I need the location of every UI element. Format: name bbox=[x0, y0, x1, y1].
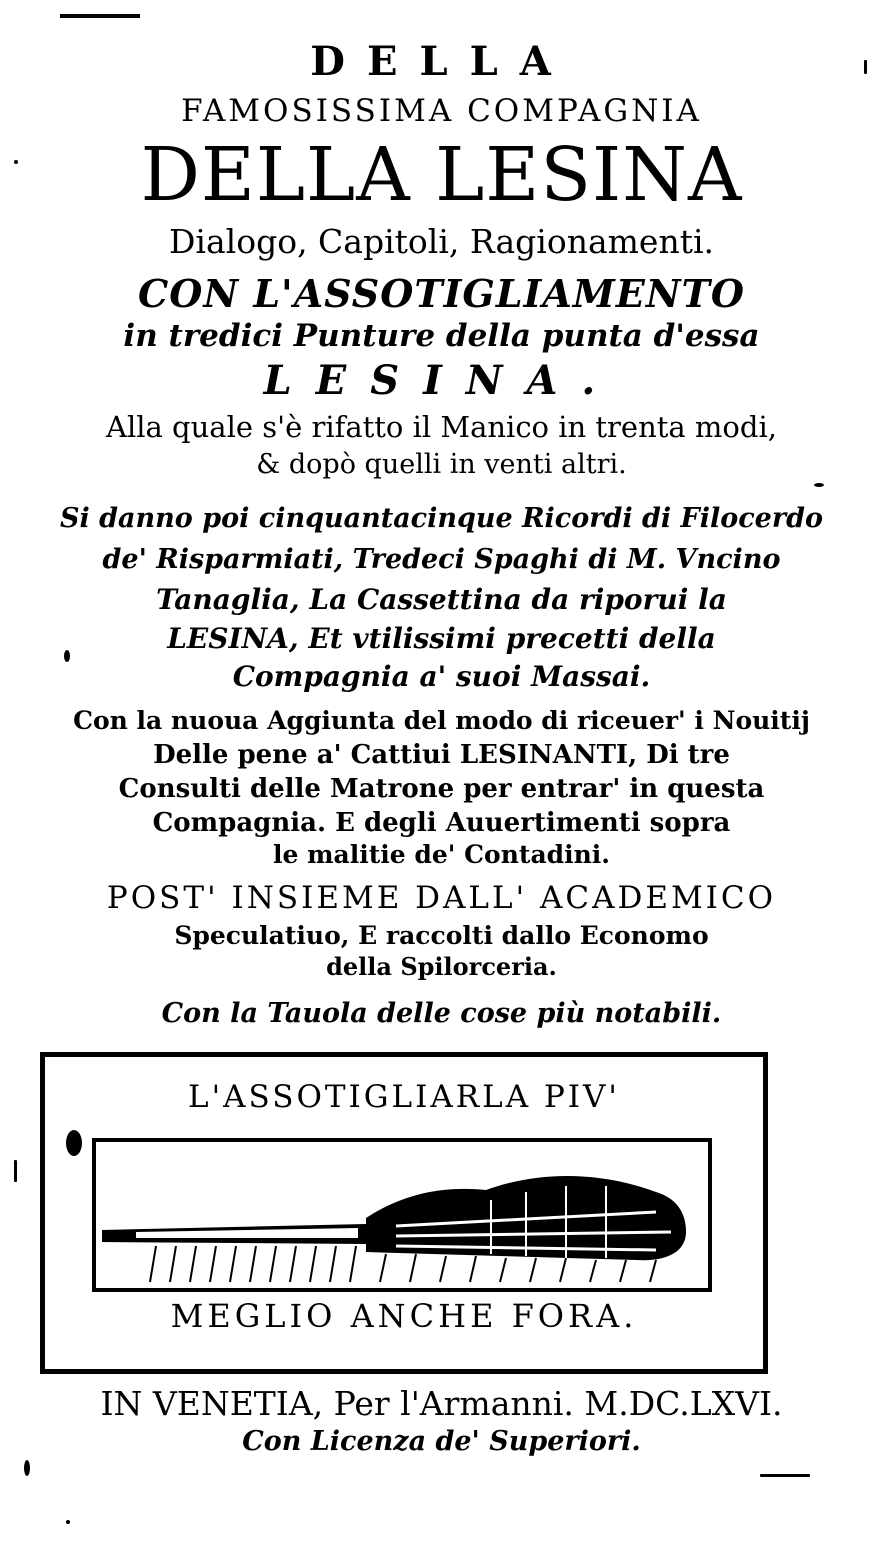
ink-speck bbox=[864, 60, 867, 74]
emblem-motto-top: L'ASSOTIGLIARLA PIV' bbox=[188, 1079, 620, 1115]
text-si-danno: Si danno poi cinquantacinque Ricordi di Filocerdo bbox=[60, 503, 823, 534]
ink-speck bbox=[14, 160, 18, 164]
ink-speck bbox=[760, 1474, 810, 1477]
ink-speck bbox=[14, 1160, 17, 1182]
text-compagnia-auuertimenti: Compagnia. E degli Auuertimenti sopra bbox=[152, 808, 731, 838]
ink-speck bbox=[814, 483, 824, 487]
subtitle-dialogo: Dialogo, Capitoli, Ragionamenti. bbox=[168, 222, 715, 261]
top-ornament-fragment bbox=[60, 0, 140, 18]
title-line-famosissima: FAMOSISSIMA COMPAGNIA bbox=[181, 93, 702, 129]
text-risparmiati: de' Risparmiati, Tredeci Spaghi di M. Vncino bbox=[102, 544, 781, 575]
text-delle-pene: Delle pene a' Cattiui LESINANTI, Di tre bbox=[153, 740, 730, 770]
ink-speck bbox=[24, 1460, 30, 1476]
license-line: Con Licenza de' Superiori. bbox=[242, 1426, 641, 1457]
title-line-assotigliamento: CON L'ASSOTIGLIAMENTO bbox=[138, 271, 745, 316]
text-nuoua-aggiunta: Con la nuoua Aggiunta del modo di riceuer' i Nouitij bbox=[73, 706, 810, 735]
title-line-della: DELLA bbox=[310, 38, 573, 85]
text-consulti: Consulti delle Matrone per entrar' in questa bbox=[118, 774, 765, 804]
emblem-motto-bottom: MEGLIO ANCHE FORA. bbox=[170, 1297, 638, 1335]
text-spilorceria: della Spilorceria. bbox=[326, 952, 557, 981]
imprint-line: IN VENETIA, Per l'Armanni. M.DC.LXVI. bbox=[100, 1384, 783, 1423]
text-malitie: le malitie de' Contadini. bbox=[273, 840, 610, 869]
text-tanaglia: Tanaglia, La Cassettina da riporui la bbox=[156, 583, 727, 616]
text-post-insieme: POST' INSIEME DALL' ACADEMICO bbox=[106, 880, 777, 916]
awl-icon bbox=[102, 1176, 686, 1282]
awl-woodcut-picture bbox=[96, 1142, 708, 1288]
text-dopo-quelli: & dopò quelli in venti altri. bbox=[256, 449, 627, 480]
text-tauola: Con la Tauola delle cose più notabili. bbox=[161, 998, 722, 1029]
text-lesina-precetti: LESINA, Et vtilissimi precetti della bbox=[167, 622, 716, 655]
ink-speck bbox=[64, 650, 70, 662]
text-speculatiuo: Speculatiuo, E raccolti dallo Economo bbox=[174, 921, 709, 950]
title-line-della-lesina: DELLA LESINA bbox=[140, 132, 743, 218]
ink-speck bbox=[66, 1520, 70, 1524]
title-line-tredici-punture: in tredici Punture della punta d'essa bbox=[123, 318, 760, 354]
text-compagnia-massai: Compagnia a' suoi Massai. bbox=[232, 660, 651, 693]
title-line-lesina: LESINA. bbox=[263, 357, 620, 404]
text-alla-quale: Alla quale s'è rifatto il Manico in trenta modi, bbox=[106, 410, 777, 444]
ink-speck bbox=[66, 1130, 82, 1156]
